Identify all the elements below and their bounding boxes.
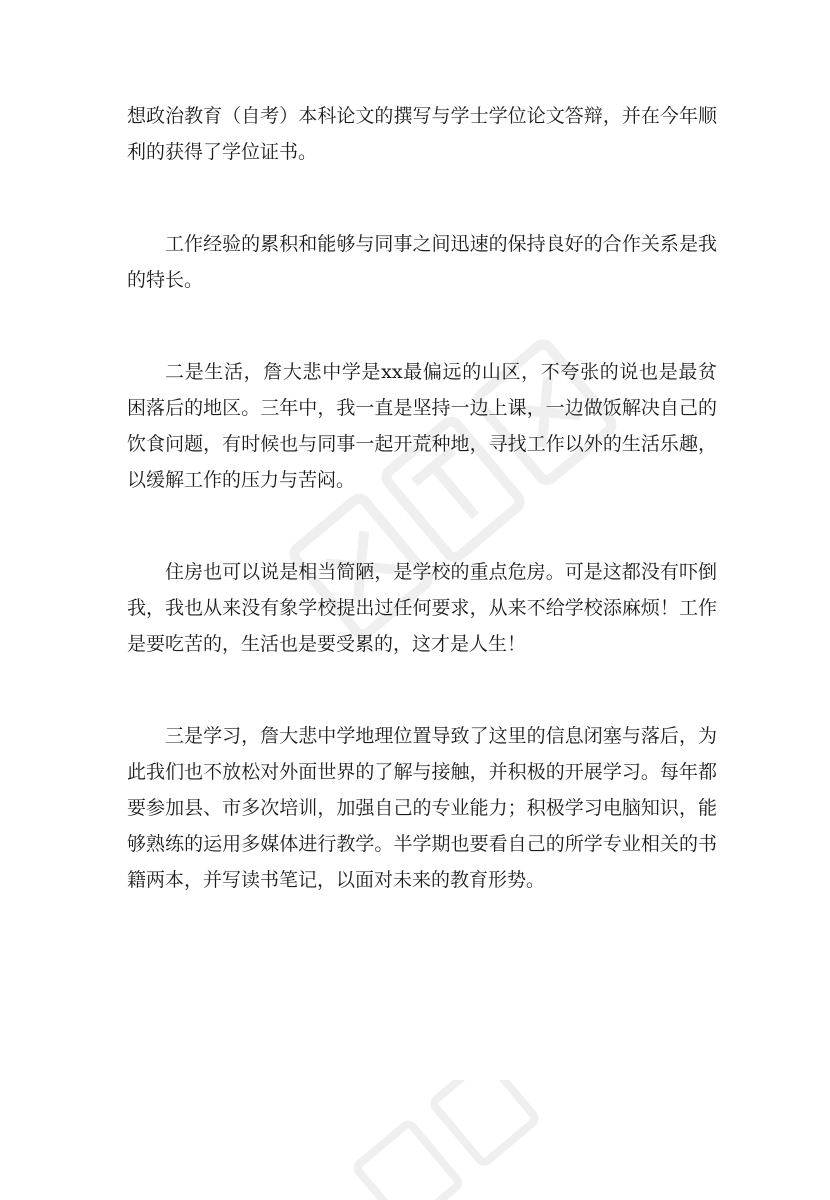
paragraph-2: 工作经验的累积和能够与同事之间迅速的保持良好的合作关系是我的特长。 (127, 233, 717, 291)
paragraph-3: 二是生活，詹大悲中学是xx最偏远的山区，不夸张的说也是最贫困落后的地区。三年中，我一直是坚持一边上课，一边做饭解决自己的饮食问题，有时候也与同事一起开荒种地，寻找工作以外的生活乐趣，以缓解工作的压力与苦闷。 (127, 361, 717, 491)
paragraph-5: 三是学习，詹大悲中学地理位置导致了这里的信息闭塞与落后，为此我们也不放松对外面世界的了解与接触，并积极的开展学习。每年都要参加县、市多次培训，加强自己的专业能力；积极学习电脑知识，能够熟练的运用多媒体进行教学。半学期也要看自己的所学专业相关的书籍两本，并写读书笔记，以面对未来的教育形势。 (127, 725, 717, 891)
document-body (127, 98, 717, 954)
paragraph-1: 想政治教育（自考）本科论文的撰写与学士学位论文答辩，并在今年顺利的获得了学位证书。 (127, 105, 717, 163)
paragraph-4: 住房也可以说是相当简陋，是学校的重点危房。可是这都没有吓倒我，我也从来没有象学校提出过任何要求，从来不给学校添麻烦！工作是要吃苦的，生活也是要受累的，这才是人生！ (127, 561, 717, 655)
watermark-logo-partial (300, 1080, 600, 1200)
